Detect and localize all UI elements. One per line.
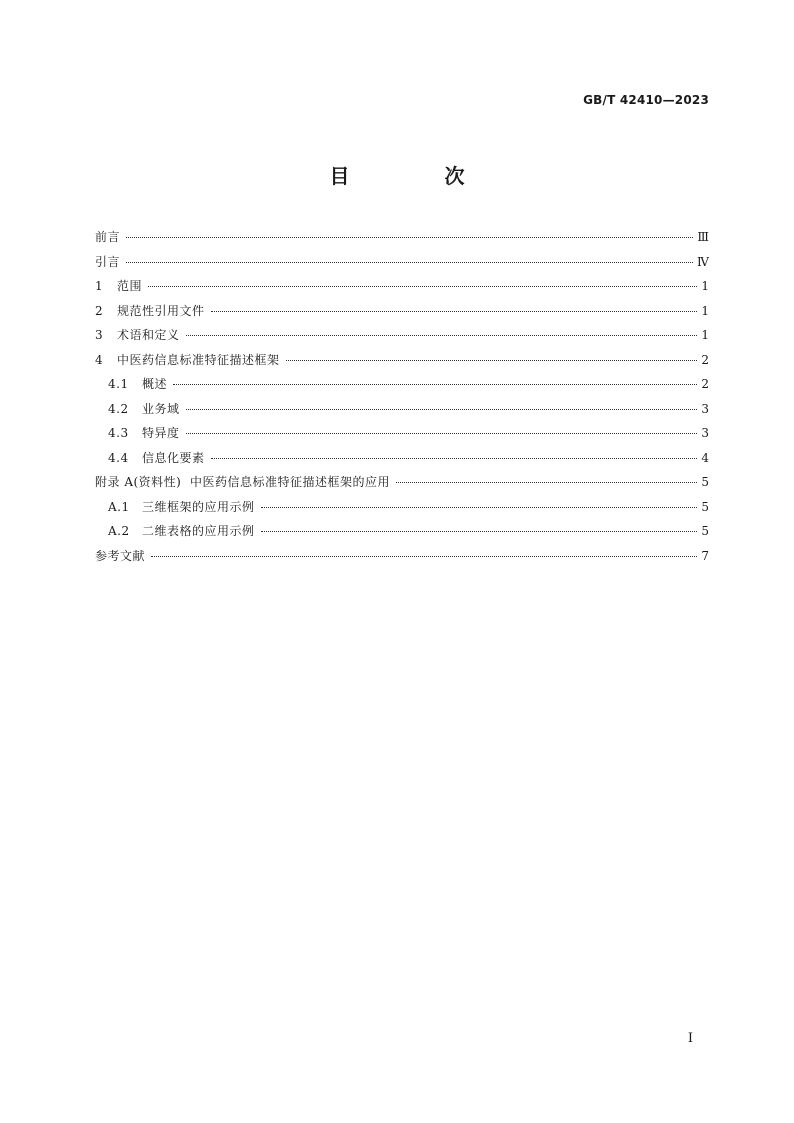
dot-leader (211, 458, 697, 459)
dot-leader (186, 433, 697, 434)
toc-entry-text: 引言 (95, 254, 121, 269)
toc-entry-text: 概述 (142, 377, 168, 391)
toc-entry-page: 7 (701, 548, 709, 563)
dot-leader (261, 507, 697, 508)
dot-leader (173, 384, 697, 385)
toc-entry-page: Ⅲ (697, 230, 709, 244)
dot-leader (211, 311, 697, 312)
toc-entry-page: 5 (701, 475, 709, 489)
toc-entry[interactable] (95, 400, 709, 425)
page-number: I (687, 1031, 693, 1046)
toc-entry-text: 术语和定义 (117, 328, 180, 342)
toc-entry-number: 2 (95, 303, 104, 318)
toc-entry-text: 参考文献 (95, 548, 146, 563)
toc-entry-label (108, 498, 255, 516)
toc-entry-text: 信息化要素 (142, 450, 205, 465)
toc-entry-number: 4 (95, 352, 104, 367)
toc-entry-number: 4.3 (108, 426, 129, 440)
toc-entry-page: 5 (701, 499, 709, 514)
toc-entry-page: 2 (701, 377, 709, 391)
toc-entry-page: 3 (701, 401, 709, 416)
toc-entry[interactable] (95, 277, 709, 302)
toc-entry[interactable] (95, 498, 709, 523)
toc-entry-label (95, 302, 205, 320)
toc-entry-label (95, 326, 180, 344)
toc-entry-label (95, 547, 145, 565)
dot-leader (126, 262, 693, 263)
toc-entry-page: 1 (701, 279, 709, 293)
toc-entry-label (108, 400, 180, 418)
toc-entry[interactable] (95, 253, 709, 278)
toc-entry-page: 2 (701, 352, 709, 367)
table-of-contents (95, 228, 709, 571)
toc-entry[interactable] (95, 375, 709, 400)
toc-entry-text: 附录 A(资料性) 中医药信息标准特征描述框架的应用 (95, 475, 390, 489)
toc-entry-number: 4.2 (108, 401, 129, 416)
toc-entry-page: 1 (701, 303, 709, 318)
toc-entry-page: 3 (701, 426, 709, 440)
toc-entry-text: 规范性引用文件 (117, 303, 205, 318)
toc-entry-label (95, 277, 142, 295)
toc-entry-text: 中医药信息标准特征描述框架 (117, 352, 280, 367)
toc-entry-label (95, 253, 120, 271)
toc-entry[interactable] (95, 302, 709, 327)
page-title: 目 次 (329, 164, 509, 188)
toc-entry[interactable] (95, 424, 709, 449)
toc-entry-label (95, 228, 120, 246)
toc-entry-text: 三维框架的应用示例 (142, 499, 255, 514)
toc-entry-page: 4 (701, 450, 709, 465)
toc-entry-text: 业务域 (142, 401, 180, 416)
toc-entry[interactable] (95, 522, 709, 547)
dot-leader (261, 531, 697, 532)
toc-entry-number: 4.1 (108, 377, 129, 391)
toc-entry[interactable] (95, 228, 709, 253)
toc-entry[interactable] (95, 449, 709, 474)
toc-entry-text: 前言 (95, 230, 121, 244)
toc-entry-page: 1 (701, 328, 709, 342)
dot-leader (186, 335, 697, 336)
toc-entry-number: A.1 (108, 499, 130, 514)
toc-entry[interactable] (95, 547, 709, 572)
dot-leader (286, 360, 697, 361)
dot-leader (186, 409, 697, 410)
toc-entry-text: 二维表格的应用示例 (142, 524, 255, 538)
dot-leader (151, 556, 697, 557)
toc-entry[interactable] (95, 351, 709, 376)
toc-entry-number: 4.4 (108, 450, 129, 465)
toc-entry-label (95, 473, 390, 491)
standard-number: GB/T 42410—2023 (583, 93, 709, 107)
toc-entry-number: 3 (95, 328, 104, 342)
toc-entry-number: A.2 (108, 524, 130, 538)
toc-entry-label (95, 351, 280, 369)
dot-leader (126, 237, 693, 238)
dot-leader (396, 482, 697, 483)
toc-entry[interactable] (95, 473, 709, 498)
dot-leader (148, 286, 697, 287)
toc-entry-label (108, 424, 180, 442)
toc-entry-label (108, 449, 205, 467)
toc-entry-label (108, 522, 255, 540)
toc-entry[interactable] (95, 326, 709, 351)
toc-entry-label (108, 375, 167, 393)
toc-entry-page: Ⅳ (697, 254, 709, 269)
toc-entry-text: 范围 (117, 279, 143, 293)
toc-entry-text: 特异度 (142, 426, 180, 440)
toc-entry-number: 1 (95, 279, 104, 293)
toc-entry-page: 5 (701, 524, 709, 538)
